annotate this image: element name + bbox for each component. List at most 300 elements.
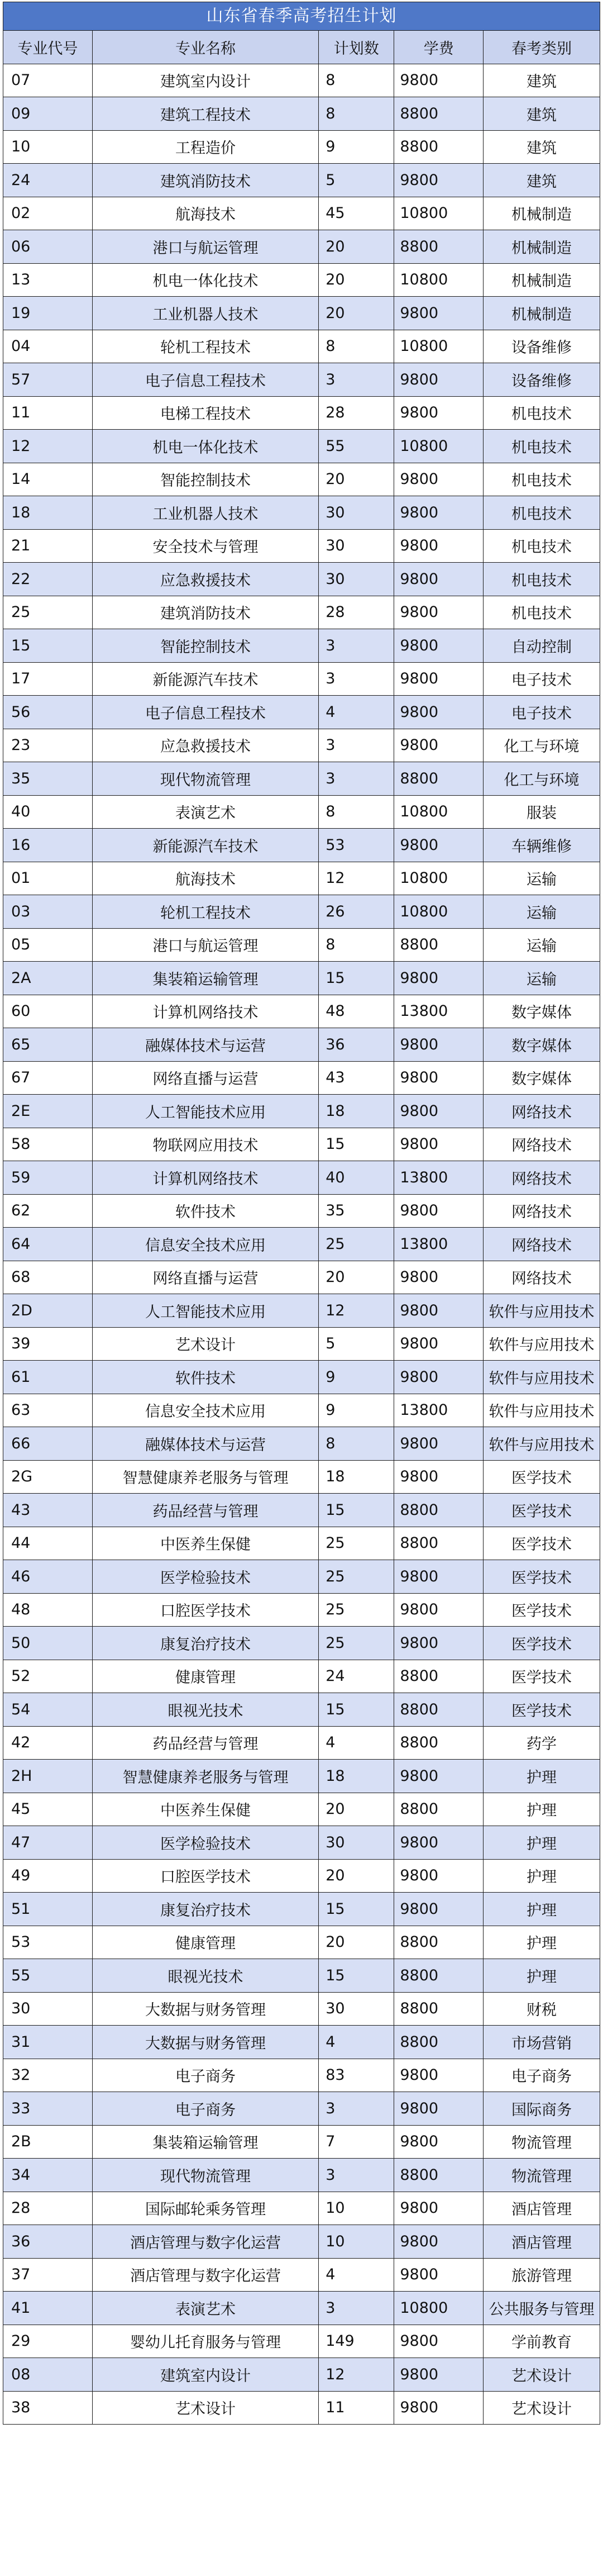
table-row — [3, 1627, 600, 1660]
cell-code: 2A — [3, 962, 93, 995]
table-row — [3, 330, 600, 363]
cell-fee: 8800 — [394, 1494, 484, 1527]
cell-fee: 13800 — [394, 1394, 484, 1427]
cell-name: 电子信息工程技术 — [92, 363, 318, 397]
cell-count: 3 — [319, 2092, 394, 2126]
table-row — [3, 1128, 600, 1161]
cell-count: 7 — [319, 2125, 394, 2159]
table-row — [3, 2258, 600, 2292]
cell-code: 48 — [3, 1593, 93, 1627]
cell-name: 医学检验技术 — [92, 1560, 318, 1594]
cell-count: 48 — [319, 995, 394, 1028]
cell-code: 18 — [3, 496, 93, 530]
cell-fee: 9800 — [394, 496, 484, 530]
cell-count: 20 — [319, 263, 394, 297]
cell-code: 47 — [3, 1826, 93, 1860]
cell-category: 运输 — [484, 895, 600, 929]
cell-name: 表演艺术 — [92, 2292, 318, 2325]
cell-fee: 9800 — [394, 962, 484, 995]
cell-count: 15 — [319, 1693, 394, 1727]
table-row — [3, 1494, 600, 1527]
table-row — [3, 1859, 600, 1893]
header-count: 计划数 — [319, 31, 394, 64]
cell-fee: 8800 — [394, 1959, 484, 1993]
cell-category: 市场营销 — [484, 2026, 600, 2059]
cell-count: 3 — [319, 762, 394, 796]
cell-code: 60 — [3, 995, 93, 1028]
cell-count: 20 — [319, 297, 394, 330]
cell-code: 2G — [3, 1460, 93, 1494]
cell-name: 眼视光技术 — [92, 1959, 318, 1993]
table-row — [3, 962, 600, 995]
cell-category: 车辆维修 — [484, 829, 600, 862]
table-row — [3, 563, 600, 596]
table-row — [3, 1028, 600, 1062]
cell-name: 健康管理 — [92, 1926, 318, 1959]
cell-fee: 9800 — [394, 1427, 484, 1461]
cell-name: 航海技术 — [92, 862, 318, 895]
table-row — [3, 1693, 600, 1727]
cell-fee: 8800 — [394, 1527, 484, 1560]
cell-name: 集装箱运输管理 — [92, 962, 318, 995]
cell-fee: 9800 — [394, 829, 484, 862]
cell-count: 5 — [319, 164, 394, 197]
table-row — [3, 1527, 600, 1560]
cell-code: 21 — [3, 529, 93, 563]
cell-category: 运输 — [484, 928, 600, 962]
cell-fee: 10800 — [394, 330, 484, 363]
cell-category: 设备维修 — [484, 330, 600, 363]
cell-code: 19 — [3, 297, 93, 330]
cell-fee: 8800 — [394, 928, 484, 962]
table-row — [3, 2125, 600, 2159]
cell-name: 信息安全技术应用 — [92, 1394, 318, 1427]
table-row — [3, 1959, 600, 1993]
table-row — [3, 1095, 600, 1128]
cell-category: 酒店管理 — [484, 2225, 600, 2259]
cell-fee: 9800 — [394, 563, 484, 596]
cell-fee: 9800 — [394, 2258, 484, 2292]
cell-fee: 9800 — [394, 297, 484, 330]
cell-name: 建筑消防技术 — [92, 596, 318, 629]
cell-category: 网络技术 — [484, 1128, 600, 1161]
cell-fee: 9800 — [394, 1760, 484, 1793]
cell-count: 5 — [319, 1327, 394, 1361]
cell-name: 计算机网络技术 — [92, 995, 318, 1028]
cell-count: 4 — [319, 696, 394, 729]
header-row — [3, 31, 600, 64]
cell-fee: 8800 — [394, 1793, 484, 1826]
cell-fee: 13800 — [394, 995, 484, 1028]
cell-count: 15 — [319, 962, 394, 995]
cell-category: 网络技术 — [484, 1228, 600, 1261]
cell-code: 03 — [3, 895, 93, 929]
table-row — [3, 1793, 600, 1826]
cell-name: 口腔医学技术 — [92, 1593, 318, 1627]
cell-code: 32 — [3, 2059, 93, 2092]
table-row — [3, 430, 600, 463]
cell-fee: 9800 — [394, 696, 484, 729]
cell-fee: 9800 — [394, 164, 484, 197]
cell-name: 健康管理 — [92, 1660, 318, 1693]
cell-name: 应急救援技术 — [92, 729, 318, 762]
cell-count: 8 — [319, 1427, 394, 1461]
table-row — [3, 1760, 600, 1793]
table-title: 山东省春季高考招生计划 — [3, 2, 600, 30]
cell-fee: 9800 — [394, 1194, 484, 1228]
cell-fee: 9800 — [394, 2125, 484, 2159]
cell-count: 15 — [319, 1959, 394, 1993]
cell-category: 护理 — [484, 1826, 600, 1860]
cell-code: 62 — [3, 1194, 93, 1228]
cell-category: 化工与环境 — [484, 729, 600, 762]
cell-fee: 8800 — [394, 1660, 484, 1693]
cell-fee: 9800 — [394, 2225, 484, 2259]
cell-code: 41 — [3, 2292, 93, 2325]
cell-code: 57 — [3, 363, 93, 397]
cell-name: 轮机工程技术 — [92, 330, 318, 363]
cell-count: 20 — [319, 1793, 394, 1826]
table-row — [3, 2292, 600, 2325]
table-row — [3, 197, 600, 230]
cell-name: 酒店管理与数字化运营 — [92, 2225, 318, 2259]
cell-code: 64 — [3, 1228, 93, 1261]
cell-code: 14 — [3, 463, 93, 496]
cell-code: 55 — [3, 1959, 93, 1993]
table-row — [3, 1194, 600, 1228]
cell-code: 2D — [3, 1294, 93, 1328]
cell-count: 8 — [319, 928, 394, 962]
cell-category: 电子商务 — [484, 2059, 600, 2092]
table-row — [3, 1992, 600, 2026]
cell-count: 9 — [319, 1394, 394, 1427]
cell-count: 15 — [319, 1128, 394, 1161]
cell-fee: 10800 — [394, 895, 484, 929]
cell-count: 53 — [319, 829, 394, 862]
cell-fee: 9800 — [394, 2059, 484, 2092]
cell-name: 安全技术与管理 — [92, 529, 318, 563]
cell-code: 24 — [3, 164, 93, 197]
cell-category: 医学技术 — [484, 1593, 600, 1627]
cell-category: 医学技术 — [484, 1627, 600, 1660]
cell-count: 3 — [319, 662, 394, 696]
cell-name: 融媒体技术与运营 — [92, 1028, 318, 1062]
cell-code: 45 — [3, 1793, 93, 1826]
cell-name: 信息安全技术应用 — [92, 1228, 318, 1261]
cell-code: 30 — [3, 1992, 93, 2026]
cell-count: 9 — [319, 1361, 394, 1394]
cell-category: 运输 — [484, 962, 600, 995]
cell-name: 电子商务 — [92, 2092, 318, 2126]
cell-category: 网络技术 — [484, 1161, 600, 1195]
cell-name: 集装箱运输管理 — [92, 2125, 318, 2159]
cell-fee: 9800 — [394, 1893, 484, 1926]
table-row — [3, 1294, 600, 1328]
cell-code: 67 — [3, 1061, 93, 1095]
cell-name: 港口与航运管理 — [92, 230, 318, 264]
cell-category: 数字媒体 — [484, 1028, 600, 1062]
cell-category: 护理 — [484, 1926, 600, 1959]
cell-category: 机电技术 — [484, 463, 600, 496]
table-row — [3, 829, 600, 862]
cell-count: 25 — [319, 1228, 394, 1261]
cell-code: 39 — [3, 1327, 93, 1361]
cell-category: 物流管理 — [484, 2159, 600, 2192]
cell-code: 66 — [3, 1427, 93, 1461]
cell-category: 护理 — [484, 1893, 600, 1926]
table-row — [3, 396, 600, 430]
cell-fee: 8800 — [394, 130, 484, 164]
cell-category: 数字媒体 — [484, 1061, 600, 1095]
table-body — [3, 64, 600, 2425]
cell-name: 口腔医学技术 — [92, 1859, 318, 1893]
cell-fee: 8800 — [394, 2159, 484, 2192]
cell-name: 建筑工程技术 — [92, 97, 318, 131]
cell-count: 8 — [319, 64, 394, 97]
cell-code: 42 — [3, 1726, 93, 1760]
cell-category: 护理 — [484, 1793, 600, 1826]
cell-code: 46 — [3, 1560, 93, 1594]
table-row — [3, 1394, 600, 1427]
cell-count: 28 — [319, 396, 394, 430]
cell-count: 18 — [319, 1760, 394, 1793]
table-row — [3, 1261, 600, 1294]
header-fee: 学费 — [394, 31, 484, 64]
table-row — [3, 263, 600, 297]
cell-count: 20 — [319, 463, 394, 496]
cell-fee: 10800 — [394, 430, 484, 463]
cell-fee: 10800 — [394, 862, 484, 895]
cell-code: 59 — [3, 1161, 93, 1195]
cell-count: 30 — [319, 529, 394, 563]
cell-code: 53 — [3, 1926, 93, 1959]
cell-count: 30 — [319, 496, 394, 530]
cell-code: 17 — [3, 662, 93, 696]
table-row — [3, 1893, 600, 1926]
cell-fee: 8800 — [394, 2026, 484, 2059]
cell-count: 20 — [319, 1926, 394, 1959]
cell-name: 眼视光技术 — [92, 1693, 318, 1727]
cell-name: 人工智能技术应用 — [92, 1095, 318, 1128]
cell-category: 电子技术 — [484, 696, 600, 729]
cell-name: 机电一体化技术 — [92, 430, 318, 463]
table-row — [3, 2225, 600, 2259]
cell-name: 港口与航运管理 — [92, 928, 318, 962]
cell-category: 软件与应用技术 — [484, 1294, 600, 1328]
cell-count: 11 — [319, 2391, 394, 2425]
cell-name: 网络直播与运营 — [92, 1061, 318, 1095]
cell-category: 艺术设计 — [484, 2358, 600, 2392]
cell-name: 现代物流管理 — [92, 2159, 318, 2192]
cell-code: 61 — [3, 1361, 93, 1394]
cell-category: 建筑 — [484, 97, 600, 131]
cell-code: 58 — [3, 1128, 93, 1161]
table-row — [3, 496, 600, 530]
cell-code: 2B — [3, 2125, 93, 2159]
cell-name: 工业机器人技术 — [92, 297, 318, 330]
cell-fee: 9800 — [394, 2192, 484, 2225]
table-row — [3, 64, 600, 97]
cell-name: 艺术设计 — [92, 1327, 318, 1361]
cell-code: 2H — [3, 1760, 93, 1793]
cell-fee: 9800 — [394, 1593, 484, 1627]
cell-name: 物联网应用技术 — [92, 1128, 318, 1161]
cell-name: 国际邮轮乘务管理 — [92, 2192, 318, 2225]
cell-category: 机电技术 — [484, 430, 600, 463]
cell-category: 机械制造 — [484, 263, 600, 297]
cell-category: 运输 — [484, 862, 600, 895]
cell-count: 26 — [319, 895, 394, 929]
cell-code: 05 — [3, 928, 93, 962]
cell-category: 机械制造 — [484, 297, 600, 330]
cell-count: 4 — [319, 2026, 394, 2059]
cell-count: 35 — [319, 1194, 394, 1228]
cell-category: 建筑 — [484, 164, 600, 197]
cell-code: 52 — [3, 1660, 93, 1693]
cell-fee: 8800 — [394, 762, 484, 796]
cell-name: 融媒体技术与运营 — [92, 1427, 318, 1461]
cell-code: 11 — [3, 396, 93, 430]
cell-fee: 9800 — [394, 662, 484, 696]
table-row — [3, 2192, 600, 2225]
table-row — [3, 164, 600, 197]
cell-name: 应急救援技术 — [92, 563, 318, 596]
cell-code: 08 — [3, 2358, 93, 2392]
cell-name: 电子商务 — [92, 2059, 318, 2092]
cell-category: 网络技术 — [484, 1194, 600, 1228]
cell-name: 现代物流管理 — [92, 762, 318, 796]
cell-count: 55 — [319, 430, 394, 463]
cell-category: 网络技术 — [484, 1261, 600, 1294]
table-row — [3, 995, 600, 1028]
cell-code: 43 — [3, 1494, 93, 1527]
table-row — [3, 928, 600, 962]
cell-fee: 8800 — [394, 1926, 484, 1959]
cell-category: 艺术设计 — [484, 2391, 600, 2425]
cell-name: 艺术设计 — [92, 2391, 318, 2425]
cell-name: 工业机器人技术 — [92, 496, 318, 530]
cell-category: 软件与应用技术 — [484, 1427, 600, 1461]
table-row — [3, 2325, 600, 2358]
cell-name: 工程造价 — [92, 130, 318, 164]
cell-category: 医学技术 — [484, 1460, 600, 1494]
cell-name: 人工智能技术应用 — [92, 1294, 318, 1328]
table-row — [3, 662, 600, 696]
cell-count: 36 — [319, 1028, 394, 1062]
cell-name: 机电一体化技术 — [92, 263, 318, 297]
cell-category: 机电技术 — [484, 496, 600, 530]
cell-count: 149 — [319, 2325, 394, 2358]
cell-count: 28 — [319, 596, 394, 629]
cell-count: 3 — [319, 363, 394, 397]
cell-fee: 9800 — [394, 729, 484, 762]
cell-name: 软件技术 — [92, 1194, 318, 1228]
cell-fee: 10800 — [394, 795, 484, 829]
cell-fee: 9800 — [394, 2358, 484, 2392]
table-row — [3, 2391, 600, 2425]
cell-name: 智慧健康养老服务与管理 — [92, 1760, 318, 1793]
cell-code: 40 — [3, 795, 93, 829]
cell-category: 软件与应用技术 — [484, 1394, 600, 1427]
cell-fee: 9800 — [394, 1261, 484, 1294]
cell-fee: 9800 — [394, 1128, 484, 1161]
cell-code: 29 — [3, 2325, 93, 2358]
cell-count: 20 — [319, 1859, 394, 1893]
cell-count: 4 — [319, 2258, 394, 2292]
cell-name: 航海技术 — [92, 197, 318, 230]
cell-category: 软件与应用技术 — [484, 1361, 600, 1394]
cell-category: 学前教育 — [484, 2325, 600, 2358]
header-category: 春考类别 — [484, 31, 600, 64]
cell-fee: 13800 — [394, 1228, 484, 1261]
cell-code: 56 — [3, 696, 93, 729]
table-row — [3, 862, 600, 895]
table-row — [3, 1460, 600, 1494]
cell-code: 34 — [3, 2159, 93, 2192]
cell-code: 23 — [3, 729, 93, 762]
cell-count: 10 — [319, 2192, 394, 2225]
cell-count: 24 — [319, 1660, 394, 1693]
cell-category: 软件与应用技术 — [484, 1327, 600, 1361]
table-row — [3, 2059, 600, 2092]
cell-category: 物流管理 — [484, 2125, 600, 2159]
table-row — [3, 1593, 600, 1627]
cell-code: 10 — [3, 130, 93, 164]
cell-category: 财税 — [484, 1992, 600, 2026]
cell-category: 医学技术 — [484, 1560, 600, 1594]
cell-fee: 9800 — [394, 2092, 484, 2126]
cell-count: 12 — [319, 2358, 394, 2392]
cell-name: 药品经营与管理 — [92, 1494, 318, 1527]
cell-category: 机电技术 — [484, 563, 600, 596]
cell-count: 18 — [319, 1460, 394, 1494]
cell-name: 智能控制技术 — [92, 629, 318, 663]
cell-category: 化工与环境 — [484, 762, 600, 796]
cell-name: 大数据与财务管理 — [92, 1992, 318, 2026]
cell-category: 设备维修 — [484, 363, 600, 397]
cell-count: 20 — [319, 1261, 394, 1294]
table-row — [3, 1660, 600, 1693]
cell-fee: 9800 — [394, 1460, 484, 1494]
cell-count: 3 — [319, 2292, 394, 2325]
table-row — [3, 363, 600, 397]
cell-count: 4 — [319, 1726, 394, 1760]
cell-category: 药学 — [484, 1726, 600, 1760]
cell-count: 30 — [319, 1992, 394, 2026]
cell-code: 07 — [3, 64, 93, 97]
cell-name: 网络直播与运营 — [92, 1261, 318, 1294]
cell-category: 医学技术 — [484, 1494, 600, 1527]
table-row — [3, 1726, 600, 1760]
cell-count: 8 — [319, 97, 394, 131]
cell-name: 建筑室内设计 — [92, 2358, 318, 2392]
cell-name: 中医养生保健 — [92, 1793, 318, 1826]
cell-code: 44 — [3, 1527, 93, 1560]
cell-fee: 9800 — [394, 1627, 484, 1660]
cell-fee: 13800 — [394, 1161, 484, 1195]
cell-code: 50 — [3, 1627, 93, 1660]
table-row — [3, 2026, 600, 2059]
cell-name: 新能源汽车技术 — [92, 829, 318, 862]
header-code: 专业代号 — [3, 31, 93, 64]
cell-code: 49 — [3, 1859, 93, 1893]
cell-code: 38 — [3, 2391, 93, 2425]
cell-name: 新能源汽车技术 — [92, 662, 318, 696]
table-row — [3, 729, 600, 762]
cell-name: 表演艺术 — [92, 795, 318, 829]
cell-category: 数字媒体 — [484, 995, 600, 1028]
cell-count: 25 — [319, 1560, 394, 1594]
